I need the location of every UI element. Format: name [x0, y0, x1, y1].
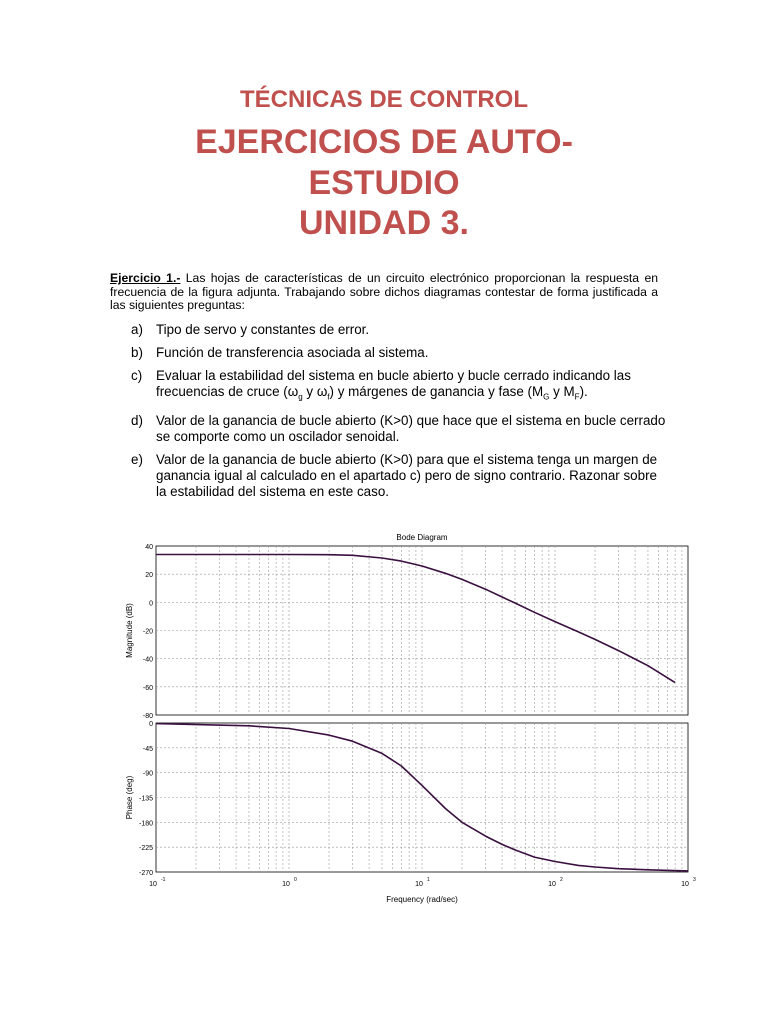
phase-tick-label: -90: [142, 770, 153, 778]
frequency-tick-label: 10: [681, 881, 689, 888]
magnitude-tick-label: 0: [149, 600, 153, 608]
question-c: [131, 368, 671, 406]
magnitude-tick-label: -80: [142, 713, 153, 720]
phase-tick-label: -270: [138, 870, 153, 877]
conjunction: y: [302, 384, 317, 399]
frequency-tick-exponent: 2: [560, 877, 563, 883]
exercise-intro-text: Las hojas de características de un circuito electrónico proporcionan la respuesta en frecuencia de la figura adjunta. Trabajando sobre dichos diagramas contestar de forma justificada a las siguientes preguntas:: [110, 271, 659, 313]
question-a: [131, 322, 671, 338]
subscript-g: g: [298, 392, 303, 402]
question-text-part2: ) y márgenes de ganancia y fase (M: [329, 384, 544, 399]
magnitude-tick-label: -40: [142, 656, 153, 664]
conjunction-m: y M: [549, 384, 575, 399]
question-text: Tipo de servo y constantes de error.: [156, 322, 370, 337]
phase-tick-label: -45: [142, 745, 153, 753]
question-letter: d): [131, 412, 143, 428]
phase-tick-label: -225: [138, 845, 153, 853]
question-letter: e): [131, 451, 143, 467]
omega-symbol: ω: [287, 384, 299, 399]
phase-tick-label: 0: [149, 721, 153, 728]
omega-symbol: ω: [316, 384, 328, 399]
frequency-tick-label: 10: [149, 881, 157, 888]
subscript-f: f: [327, 392, 330, 402]
bode-plot-area: [139, 544, 696, 888]
frequency-tick-exponent: -1: [161, 877, 166, 883]
frequency-tick-exponent: 3: [693, 877, 696, 883]
document-title-line1: EJERCICIOS DE AUTO-: [195, 123, 573, 161]
question-text: Valor de la ganancia de bucle abierto (K>0) que hace que el sistema en bucle cerrado se comporte como un oscilador senoidal.: [156, 412, 666, 444]
magnitude-tick-label: -60: [142, 684, 153, 692]
magnitude-tick-label: 20: [145, 572, 153, 580]
question-e: [131, 452, 671, 500]
subscript-F: F: [574, 392, 580, 402]
frequency-tick-exponent: 0: [294, 877, 297, 883]
question-text: Función de transferencia asociada al sistema.: [156, 345, 429, 360]
magnitude-tick-label: 40: [145, 544, 153, 551]
magnitude-axis-label: Magnitude (dB): [125, 603, 134, 658]
bode-diagram: [110, 522, 700, 912]
exercise-intro: [110, 272, 658, 313]
question-text: Valor de la ganancia de bucle abierto (K>0) para que el sistema tenga un margen de ganancia igual al calculado en el apartado c) pero de signo contrario. Razonar sobre la estabilidad del sistema en este caso.: [156, 451, 658, 499]
question-letter: b): [131, 345, 143, 360]
frequency-tick-label: 10: [415, 881, 423, 888]
course-title: TÉCNICAS DE CONTROL: [240, 86, 528, 113]
phase-axis-label: Phase (deg): [125, 775, 134, 820]
question-b: [131, 345, 671, 361]
frequency-axis-label: Frequency (rad/sec): [386, 895, 458, 904]
frequency-tick-label: 10: [282, 881, 290, 888]
question-list: [131, 322, 671, 507]
question-text-part1: Evaluar la estabilidad del sistema en bucle abierto y bucle cerrado indicando las frecuencias de cruce (: [156, 368, 631, 399]
frequency-tick-label: 10: [548, 881, 556, 888]
question-letter: a): [131, 322, 143, 337]
subscript-G: G: [543, 392, 550, 402]
question-d: [131, 413, 671, 445]
exercise-label: Ejercicio 1.-: [110, 271, 181, 285]
question-text-part3: ).: [579, 384, 588, 399]
document-title-line3: UNIDAD 3.: [298, 204, 470, 242]
magnitude-tick-label: -20: [142, 628, 153, 636]
phase-tick-label: -135: [138, 795, 153, 803]
phase-tick-label: -180: [138, 820, 153, 828]
question-letter: c): [131, 368, 143, 383]
frequency-tick-exponent: 1: [427, 877, 430, 883]
chart-title: Bode Diagram: [396, 533, 448, 542]
document-title-line2: ESTUDIO: [308, 164, 460, 202]
